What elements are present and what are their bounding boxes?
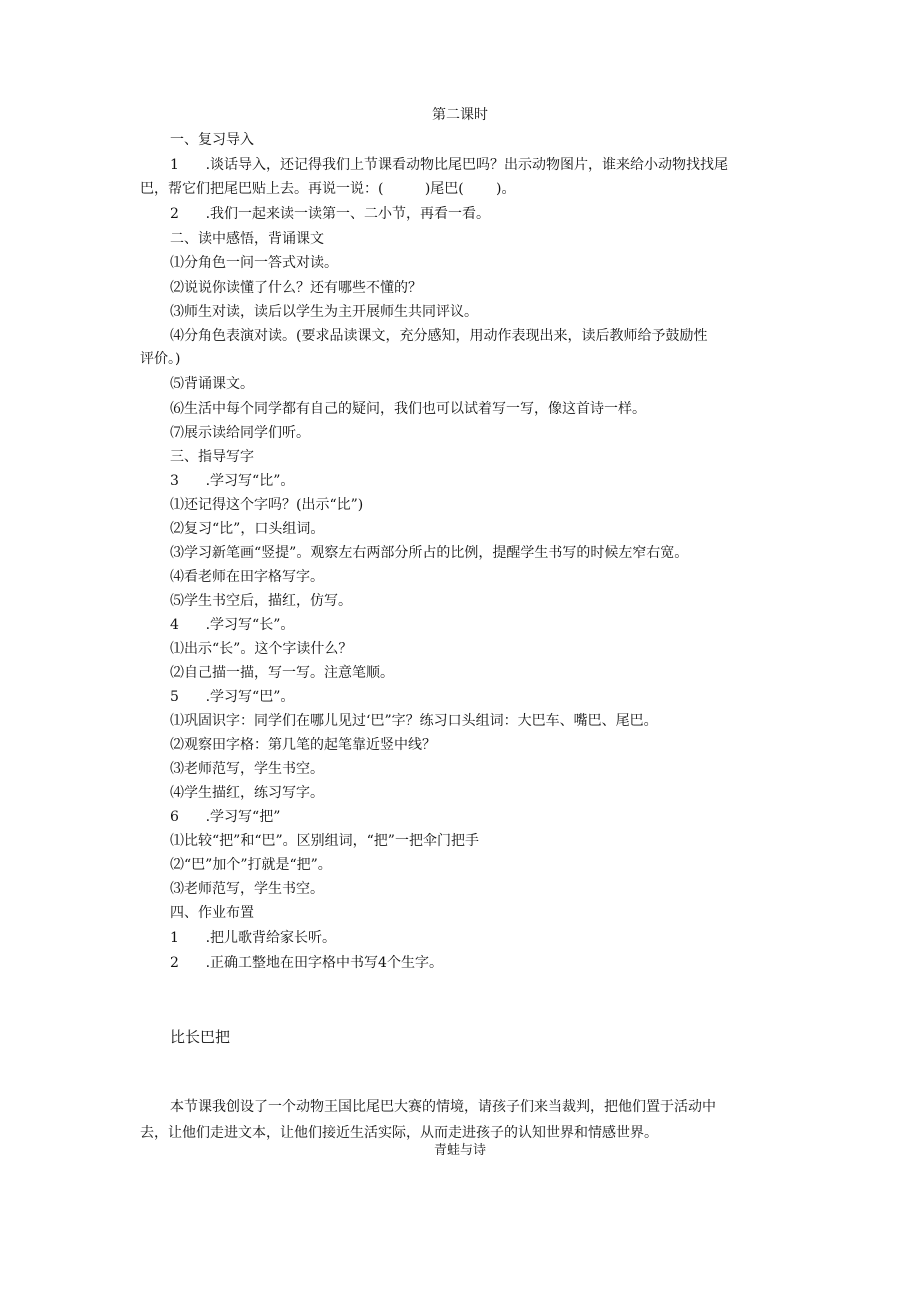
text-line: 2 .正确工整地在田字格中书写4个生字。 (170, 955, 443, 971)
text-line: ⑶学习新笔画“竖提”。观察左右两部分所占的比例，提醒学生书写的时候左窄右宽。 (170, 545, 689, 561)
text-line: 4 .学习写“长”。 (170, 617, 295, 633)
page-title: 第二课时 (432, 107, 488, 123)
text-line: ⑺展示读给同学们听。 (170, 425, 310, 441)
section-heading: 一、复习导入 (170, 132, 254, 148)
text-line: ⑶师生对读，读后以学生为主开展师生共同评议。 (170, 304, 478, 320)
section-heading: 三、指导写字 (170, 449, 254, 465)
text-line: 评价。) (140, 351, 181, 367)
text-line: ⑴出示“长”。这个字读什么？ (170, 641, 353, 657)
text-line: ⑴巩固识字：同学们在哪儿见过‘巴”字？练习口头组词：大巴车、嘴巴、尾巴。 (170, 713, 658, 729)
page-footer: 青蛙与诗 (433, 1143, 486, 1158)
text-line: ⑴比较“把”和“巴”。区别组词，“把”一把伞门把手 (170, 833, 479, 849)
text-line: ⑵复习“比”，口头组词。 (170, 521, 325, 537)
board-design: 比长巴把 (170, 1028, 231, 1046)
text-line: 1 .把儿歌背给家长听。 (170, 930, 337, 946)
text-line: ⑵说说你读懂了什么？还有哪些不懂的？ (170, 280, 422, 296)
text-line: ⑷学生描红，练习写字。 (170, 785, 324, 801)
text-line: 3 .学习写“比”。 (170, 473, 295, 489)
text-line: ⑸学生书空后，描红，仿写。 (170, 593, 352, 609)
text-line: ⑴还记得这个字吗？(出示“比”) (170, 497, 364, 513)
text-line: ⑷分角色表演对读。(要求品读课文，充分感知，用动作表现出来，读后教师给予鼓励性 (170, 328, 708, 344)
text-line: 2 .我们一起来读一读第一、二小节，再看一看。 (170, 206, 491, 222)
text-line: ⑵“巴”加个”打就是“把”。 (170, 857, 332, 873)
text-line: 5 .学习写“巴”。 (170, 689, 295, 705)
text-line: ⑵观察田字格：第几笔的起笔靠近竖中线？ (170, 737, 436, 753)
text-line: 6 .学习写“把” (170, 809, 281, 825)
text-line: ⑶老师范写，学生书空。 (170, 761, 324, 777)
text-line: ⑵自己描一描，写一写。注意笔顺。 (170, 665, 394, 681)
text-line: ⑴分角色一问一答式对读。 (170, 255, 338, 271)
text-line: 1 .谈话导入，还记得我们上节课看动物比尾巴吗？出示动物图片，谁来给小动物找找尾 (170, 157, 729, 173)
text-line: 巴，帮它们把尾巴贴上去。再说一说：( )尾巴( )。 (140, 181, 516, 197)
text-line: ⑷看老师在田字格写字。 (170, 569, 324, 585)
section-heading: 四、作业布置 (170, 905, 254, 921)
section-heading: 二、读中感悟，背诵课文 (170, 231, 324, 247)
text-line: 本节课我创设了一个动物王国比尾巴大赛的情境，请孩子们来当裁判，把他们置于活动中 (170, 1099, 716, 1115)
text-line: 去，让他们走进文本，让他们接近生活实际，从而走进孩子的认知世界和情感世界。 (140, 1125, 658, 1141)
text-line: ⑶老师范写，学生书空。 (170, 881, 324, 897)
text-line: ⑸背诵课文。 (170, 376, 254, 392)
text-line: ⑹生活中每个同学都有自己的疑问，我们也可以试着写一写，像这首诗一样。 (170, 401, 646, 417)
